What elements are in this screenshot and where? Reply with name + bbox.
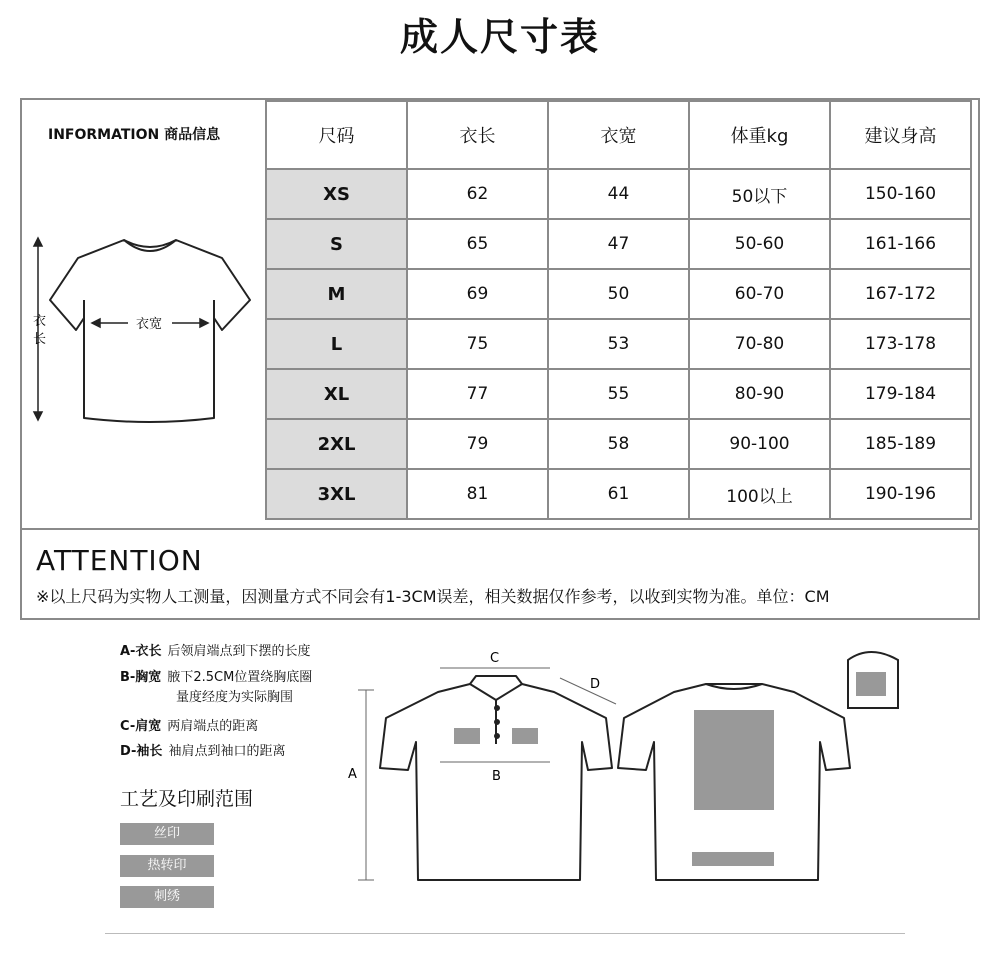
chest-label: 衣宽 — [136, 317, 163, 332]
cell-size: 3XL — [266, 469, 407, 519]
measure-label-d: D — [590, 677, 601, 692]
cell-weight: 70-80 — [689, 319, 830, 369]
craft-title: 工艺及印刷范围 — [120, 788, 254, 810]
cell-height: 190-196 — [830, 469, 971, 519]
page-title: 成人尺寸表 — [399, 15, 600, 59]
header-size: 尺码 — [266, 101, 407, 169]
information-label: INFORMATION 商品信息 — [48, 127, 221, 143]
header-height: 建议身高 — [830, 101, 971, 169]
craft-option-silkscreen[interactable]: 丝印 — [120, 823, 214, 845]
cell-height: 167-172 — [830, 269, 971, 319]
print-area-back — [694, 710, 774, 810]
print-area-sleeve — [856, 672, 886, 696]
length-label-2: 长 — [33, 332, 47, 347]
cell-length: 62 — [407, 169, 548, 219]
cell-width: 55 — [548, 369, 689, 419]
legend-row: 量度经度为实际胸围 — [176, 690, 294, 705]
measure-label-b: B — [492, 769, 501, 784]
cell-height: 150-160 — [830, 169, 971, 219]
cell-height: 173-178 — [830, 319, 971, 369]
legend-row: D-袖长 袖肩点到袖口的距离 — [120, 744, 286, 759]
bottom-divider — [105, 933, 905, 934]
cell-weight: 80-90 — [689, 369, 830, 419]
length-arrow-icon — [34, 238, 42, 420]
cell-length: 77 — [407, 369, 548, 419]
cell-height: 185-189 — [830, 419, 971, 469]
cell-height: 179-184 — [830, 369, 971, 419]
cell-length: 79 — [407, 419, 548, 469]
legend-row: B-胸宽 腋下2.5CM位置绕胸底圈 — [120, 670, 313, 685]
cell-size: M — [266, 269, 407, 319]
cell-weight: 50-60 — [689, 219, 830, 269]
cell-length: 65 — [407, 219, 548, 269]
craft-option-embroidery[interactable]: 刺绣 — [120, 886, 214, 908]
measure-label-c: C — [490, 651, 500, 666]
cell-weight: 100以上 — [689, 469, 830, 519]
cell-weight: 90-100 — [689, 419, 830, 469]
print-area-left-chest — [454, 728, 480, 744]
cell-size: XS — [266, 169, 407, 219]
attention-title: ATTENTION — [36, 544, 203, 577]
craft-option-heat-transfer[interactable]: 热转印 — [120, 855, 214, 877]
measure-lines — [358, 668, 616, 880]
cell-width: 58 — [548, 419, 689, 469]
cell-length: 81 — [407, 469, 548, 519]
cell-size: 2XL — [266, 419, 407, 469]
cell-width: 53 — [548, 319, 689, 369]
print-area-back-hem — [692, 852, 774, 866]
cell-length: 75 — [407, 319, 548, 369]
cell-weight: 50以下 — [689, 169, 830, 219]
cell-size: L — [266, 319, 407, 369]
cell-length: 69 — [407, 269, 548, 319]
header-width: 衣宽 — [548, 101, 689, 169]
cell-width: 50 — [548, 269, 689, 319]
legend-row: C-肩宽 两肩端点的距离 — [120, 719, 259, 734]
cell-weight: 60-70 — [689, 269, 830, 319]
header-weight: 体重kg — [689, 101, 830, 169]
cell-size: S — [266, 219, 407, 269]
attention-note: ※以上尺码为实物人工测量，因测量方式不同会有1-3CM误差，相关数据仅作参考，以收到实物为准。单位：CM — [36, 587, 830, 606]
cell-width: 61 — [548, 469, 689, 519]
cell-width: 44 — [548, 169, 689, 219]
legend-row: A-衣长 后领肩端点到下摆的长度 — [120, 644, 311, 659]
measure-label-a: A — [348, 767, 357, 782]
cell-size: XL — [266, 369, 407, 419]
cell-height: 161-166 — [830, 219, 971, 269]
header-length: 衣长 — [407, 101, 548, 169]
print-area-right-chest — [512, 728, 538, 744]
cell-width: 47 — [548, 219, 689, 269]
length-label-1: 衣 — [33, 314, 47, 329]
